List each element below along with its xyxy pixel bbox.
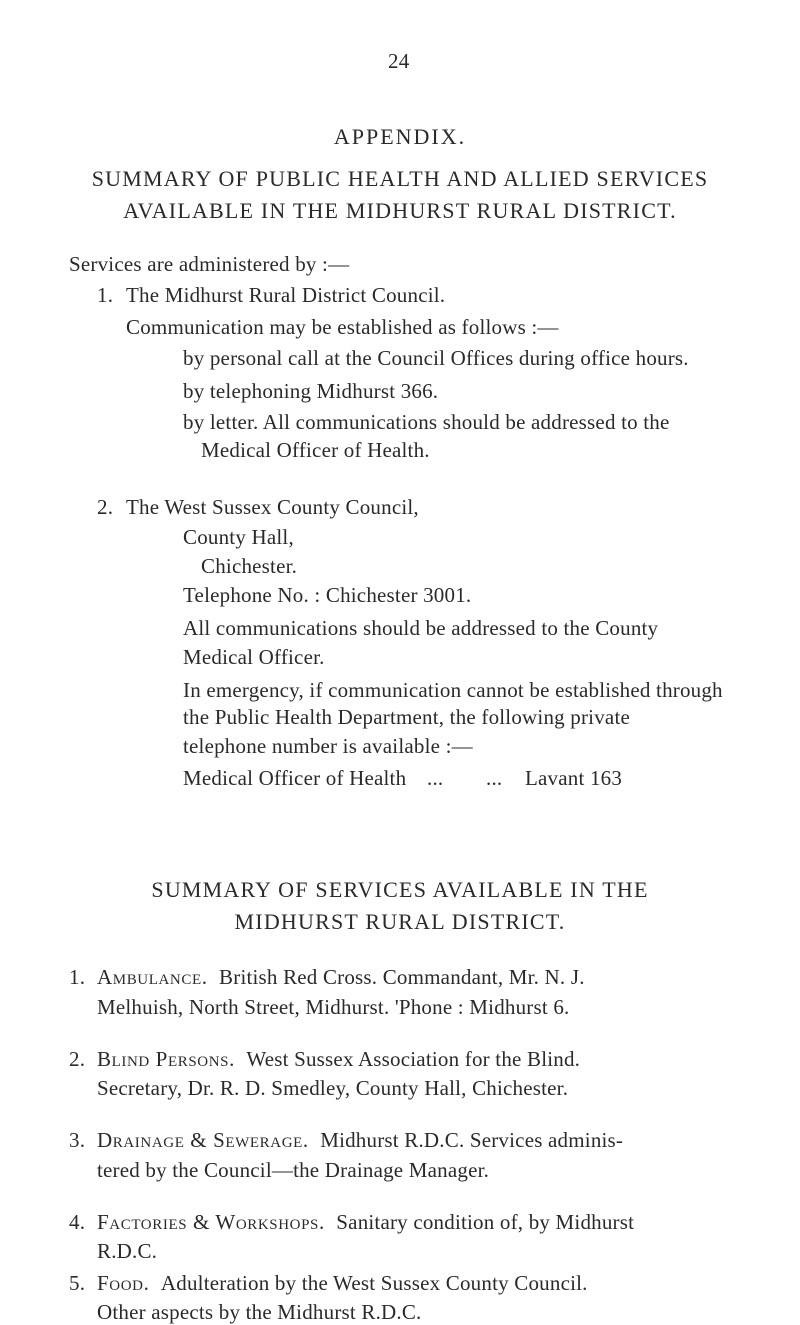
admin-2-comm-line2: Medical Officer.	[183, 645, 325, 669]
admin-2-emergency-line3: telephone number is available :—	[183, 734, 473, 758]
admin-2-telephone: Telephone No. : Chichester 3001.	[183, 583, 472, 607]
service-4-line1	[97, 1210, 634, 1235]
service-1-text: British Red Cross. Commandant, Mr. N. J.	[219, 965, 585, 989]
service-5-line1	[97, 1271, 588, 1296]
appendix-title: APPENDIX.	[333, 124, 467, 149]
service-1-line2: Melhuish, North Street, Midhurst. 'Phone : Midhurst 6.	[97, 995, 570, 1019]
service-5-title: Food.	[97, 1271, 150, 1295]
admin-1-name: The Midhurst Rural District Council.	[126, 283, 446, 307]
admin-2-comm-line1	[183, 616, 721, 641]
admin-1-number: 1.	[97, 283, 114, 307]
service-4-text: Sanitary condition of, by Midhurst	[336, 1210, 635, 1234]
service-4-line2: R.D.C.	[97, 1239, 158, 1263]
service-1-number: 1.	[69, 965, 86, 989]
admin-1-comm-intro: Communication may be established as follows :—	[126, 315, 559, 339]
admin-2-emergency-line1: In emergency, if communication cannot be established through	[183, 678, 723, 702]
admin-2-number: 2.	[97, 495, 114, 519]
services-heading-line1: SUMMARY OF SERVICES AVAILABLE IN THE	[151, 877, 649, 902]
admin-1-method-2: by telephoning Midhurst 366.	[183, 379, 439, 403]
services-heading-line2: MIDHURST RURAL DISTRICT.	[234, 909, 566, 934]
admin-2-private-label: Medical Officer of Health	[183, 766, 407, 790]
summary-heading-line1: SUMMARY OF PUBLIC HEALTH AND ALLIED SERVICES	[91, 166, 709, 191]
admin-2-address-1: County Hall,	[183, 525, 294, 549]
page-number: 24	[388, 49, 410, 73]
intro-text: Services are administered by :—	[69, 252, 350, 276]
admin-2-private-dots-2: ...	[486, 766, 503, 790]
service-1-line1	[97, 965, 585, 990]
service-3-line2: tered by the Council—the Drainage Manager.	[97, 1158, 490, 1182]
service-3-title: Drainage & Sewerage.	[97, 1128, 309, 1152]
service-5-line2: Other aspects by the Midhurst R.D.C.	[97, 1300, 422, 1324]
service-2-line1	[97, 1047, 580, 1072]
service-5-text: Adulteration by the West Sussex County Council.	[160, 1271, 588, 1295]
admin-2-comm-text: All communications should be addressed to the County	[183, 616, 659, 640]
admin-2-name: The West Sussex County Council,	[126, 495, 419, 519]
service-2-number: 2.	[69, 1047, 86, 1071]
service-5-number: 5.	[69, 1271, 86, 1295]
admin-1-method-1: by personal call at the Council Offices during office hours.	[183, 346, 689, 370]
summary-heading-line2: AVAILABLE IN THE MIDHURST RURAL DISTRICT.	[123, 198, 677, 223]
service-4-title: Factories & Workshops.	[97, 1210, 325, 1234]
service-3-number: 3.	[69, 1128, 86, 1152]
admin-2-private-dots-1: ...	[427, 766, 444, 790]
admin-1-method-3-cont: Medical Officer of Health.	[201, 438, 430, 462]
service-1-title: Ambulance.	[97, 965, 208, 989]
service-2-title: Blind Persons.	[97, 1047, 235, 1071]
service-3-text: Midhurst R.D.C. Services adminis-	[320, 1128, 624, 1152]
admin-2-private-number: Lavant 163	[525, 766, 623, 790]
service-2-text: West Sussex Association for the Blind.	[246, 1047, 581, 1071]
admin-2-address-2: Chichester.	[201, 554, 298, 578]
service-3-line1	[97, 1128, 623, 1153]
service-4-number: 4.	[69, 1210, 86, 1234]
admin-1-method-3: by letter. All communications should be addressed to the	[183, 410, 670, 434]
admin-2-emergency-line2: the Public Health Department, the following private	[183, 705, 630, 729]
service-2-line2: Secretary, Dr. R. D. Smedley, County Hall, Chichester.	[97, 1076, 569, 1100]
